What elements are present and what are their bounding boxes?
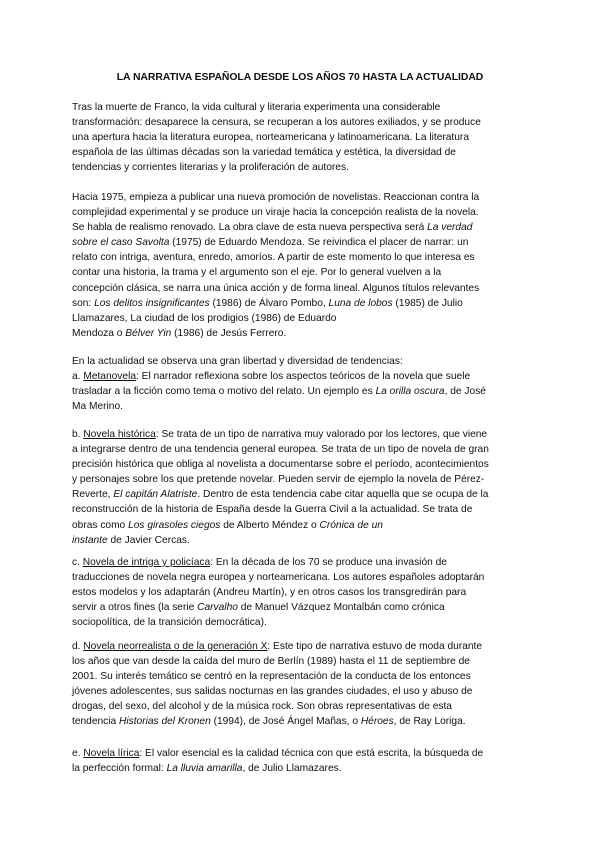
text-span: la perfección formal: [72, 763, 167, 775]
text-span: de Alberto Méndez o [220, 519, 320, 531]
text-line: complejidad experimental y se produce un viraje hacia la concepción realista de la novela. [72, 207, 479, 219]
realismo-renovado-paragraph [72, 190, 530, 341]
text-line: jóvenes adolescentes, sus salidas nocturnas en las grandes ciudades, el uso y abuso de [72, 686, 473, 698]
book-title: Crónica de un [319, 519, 383, 531]
book-title: Los delitos insignificantes [94, 297, 210, 309]
novela-neorrealista-paragraph [72, 639, 530, 730]
text-line: 2001. Su interés temático se centró en la representación de la conducta de los entonces [72, 671, 471, 683]
page-title: LA NARRATIVA ESPAÑOLA DESDE LOS AÑOS 70 HASTA LA ACTUALIDAD [116, 72, 484, 83]
text-line [72, 384, 530, 399]
section-term-metanovela: Metanovela [83, 371, 136, 383]
text-span: (1994), de José Ángel Mañas, o [210, 716, 361, 728]
text-span: : El valor esencial es la calidad técnica con que está escrita, la búsqueda de [139, 748, 484, 759]
text-span: e. [72, 748, 84, 759]
text-line: Hacia 1975, empieza a publicar una nueva promoción de novelistas. Reaccionan contra la [72, 192, 480, 203]
text-line [72, 369, 530, 384]
book-title: El capitán Alatriste [113, 489, 198, 501]
book-title: Los girasoles ciegos [128, 519, 221, 531]
text-line: los años que van desde la caída del muro de Berlín (1989) hasta el 11 de septiembre de [72, 656, 470, 668]
text-line: concepción clásica, se narra una única acción y de forma lineal. Algunos títulos relevantes [72, 282, 480, 294]
novela-intriga-paragraph [72, 555, 530, 630]
book-title: La verdad [427, 222, 473, 234]
text-span: , de José [444, 386, 486, 398]
text-span: trasladar a la ficción como tema o motivo del relato. Un ejemplo es [72, 386, 376, 398]
text-line: Tras la muerte de Franco, la vida cultural y literaria experimenta una considerable [72, 102, 441, 113]
text-line [72, 600, 530, 615]
text-line [72, 761, 530, 776]
text-span: : Se trata de un tipo de narrativa muy valorado por los lectores, que viene [155, 429, 488, 440]
text-line: estos modelos y los adaptarán (Andreu Martín), y en otros casos los transgredirán para [72, 587, 467, 599]
text-span: . Dentro de esta tendencia cabe citar aquella que se ocupa de la [197, 489, 489, 501]
book-title: Luna de lobos [328, 297, 393, 309]
text-line [72, 555, 530, 570]
novela-historica-paragraph [72, 427, 530, 548]
actualidad-paragraph [72, 354, 530, 414]
book-title: Historias del Kronen [119, 716, 211, 728]
text-line [72, 714, 530, 729]
text-span: de Manuel Vázquez Montalbán como crónica [237, 602, 445, 614]
text-line [72, 220, 530, 235]
text-span: Mendoza o [72, 327, 126, 339]
text-span: b. [72, 429, 84, 440]
text-span: (1986) de Álvaro Pombo, [209, 297, 329, 309]
text-span: obras como [72, 519, 129, 531]
text-line: Ma Merino. [72, 401, 123, 413]
text-span: (1986) de Jesús Ferrero. [171, 327, 287, 339]
text-line [72, 326, 530, 341]
book-title: instante [72, 534, 108, 546]
text-span: a. [72, 371, 84, 383]
text-span: : En la década de los 70 se produce una invasión de [210, 557, 447, 568]
text-span: de Javier Cercas. [107, 534, 190, 546]
text-span: servir a otros fines (la serie [72, 602, 198, 614]
text-span: Se habla de realismo renovado. La obra clave de esta nueva perspectiva será [72, 222, 428, 234]
book-title: Carvalho [197, 602, 238, 614]
text-line: contar una historia, la trama y el argumento son el eje. Por lo general vuelven a la [72, 267, 442, 279]
book-title: La lluvia amarilla [166, 763, 243, 775]
section-term-neorrealista: Novela neorrealista o de la generación X [83, 641, 268, 652]
text-line: precisión histórica que obliga al novelista a documentarse sobre el período, acontecimientos [72, 459, 489, 471]
text-span: (1985) de Julio [392, 297, 463, 309]
text-line [72, 296, 530, 311]
text-span: : El narrador reflexiona sobre los aspectos teóricos de la novela que suele [136, 371, 471, 383]
text-line: drogas, del sexo, del alcohol y de la música rock. Son obras representativas de esta [72, 701, 452, 713]
novela-lirica-paragraph [72, 746, 530, 776]
book-title: sobre el caso Savolta [72, 237, 170, 249]
text-line: En la actualidad se observa una gran libertad y diversidad de tendencias: [72, 356, 403, 367]
text-span: , de Ray Loriga. [393, 716, 466, 728]
book-title: Bélver Yin [125, 327, 172, 339]
text-line: sociopolítica, de la transición democrática). [72, 617, 267, 629]
text-line: tendencias y corrientes literarias y la proliferación de autores. [72, 162, 349, 174]
text-span: : Este tipo de narrativa estuvo de moda durante [267, 641, 483, 652]
section-term-lirica: Novela lírica [83, 748, 140, 759]
text-line [72, 427, 530, 442]
text-span: d. [72, 641, 84, 652]
text-span: c. [72, 557, 83, 568]
text-line [72, 518, 530, 533]
text-span: tendencia [72, 716, 120, 728]
text-line: una apertura hacia la literatura europea, norteamericana y latinoamericana. La literatura [72, 132, 469, 144]
book-title: La orilla oscura [375, 386, 445, 398]
text-span: (1975) de Eduardo Mendoza. Se reivindica el placer de narrar: un [169, 237, 469, 249]
text-line [72, 746, 530, 761]
text-span: son: [72, 297, 95, 309]
intro-paragraph [72, 100, 530, 175]
text-line: Llamazares, La ciudad de los prodigios (1986) de Eduardo [72, 312, 337, 324]
text-line: y personajes sobre los que pretende novelar. Pueden servir de ejemplo la novela de Pérez- [72, 474, 485, 486]
text-line [72, 533, 530, 548]
text-line: traducciones de novela negra europea y norteamericana. Los autores españoles adoptarán [72, 572, 485, 584]
text-line: reconstrucción de la historia de España desde la Guerra Civil a la actualidad. Se trata de [72, 504, 473, 516]
text-line: relato con intriga, aventura, enredo, amoríos. A partir de este momento lo que interesa es [72, 252, 475, 264]
book-title: Héroes [360, 716, 394, 728]
text-line [72, 487, 530, 502]
section-term-historica: Novela histórica [83, 429, 156, 440]
text-line [72, 639, 530, 654]
text-line: española de las últimas décadas son la variedad temática y estética, la diversidad de [72, 147, 456, 159]
text-line: a integrarse dentro de una tendencia general europea. Se trata de un tipo de novela de gran [72, 444, 489, 456]
text-line [72, 235, 530, 250]
text-span: , de Julio Llamazares. [242, 763, 342, 775]
text-span: Reverte, [72, 489, 114, 501]
section-term-intriga: Novela de intriga y policíaca [82, 557, 211, 568]
text-line: transformación: desaparece la censura, se recuperan a los autores exiliados, y se produce [72, 117, 481, 129]
